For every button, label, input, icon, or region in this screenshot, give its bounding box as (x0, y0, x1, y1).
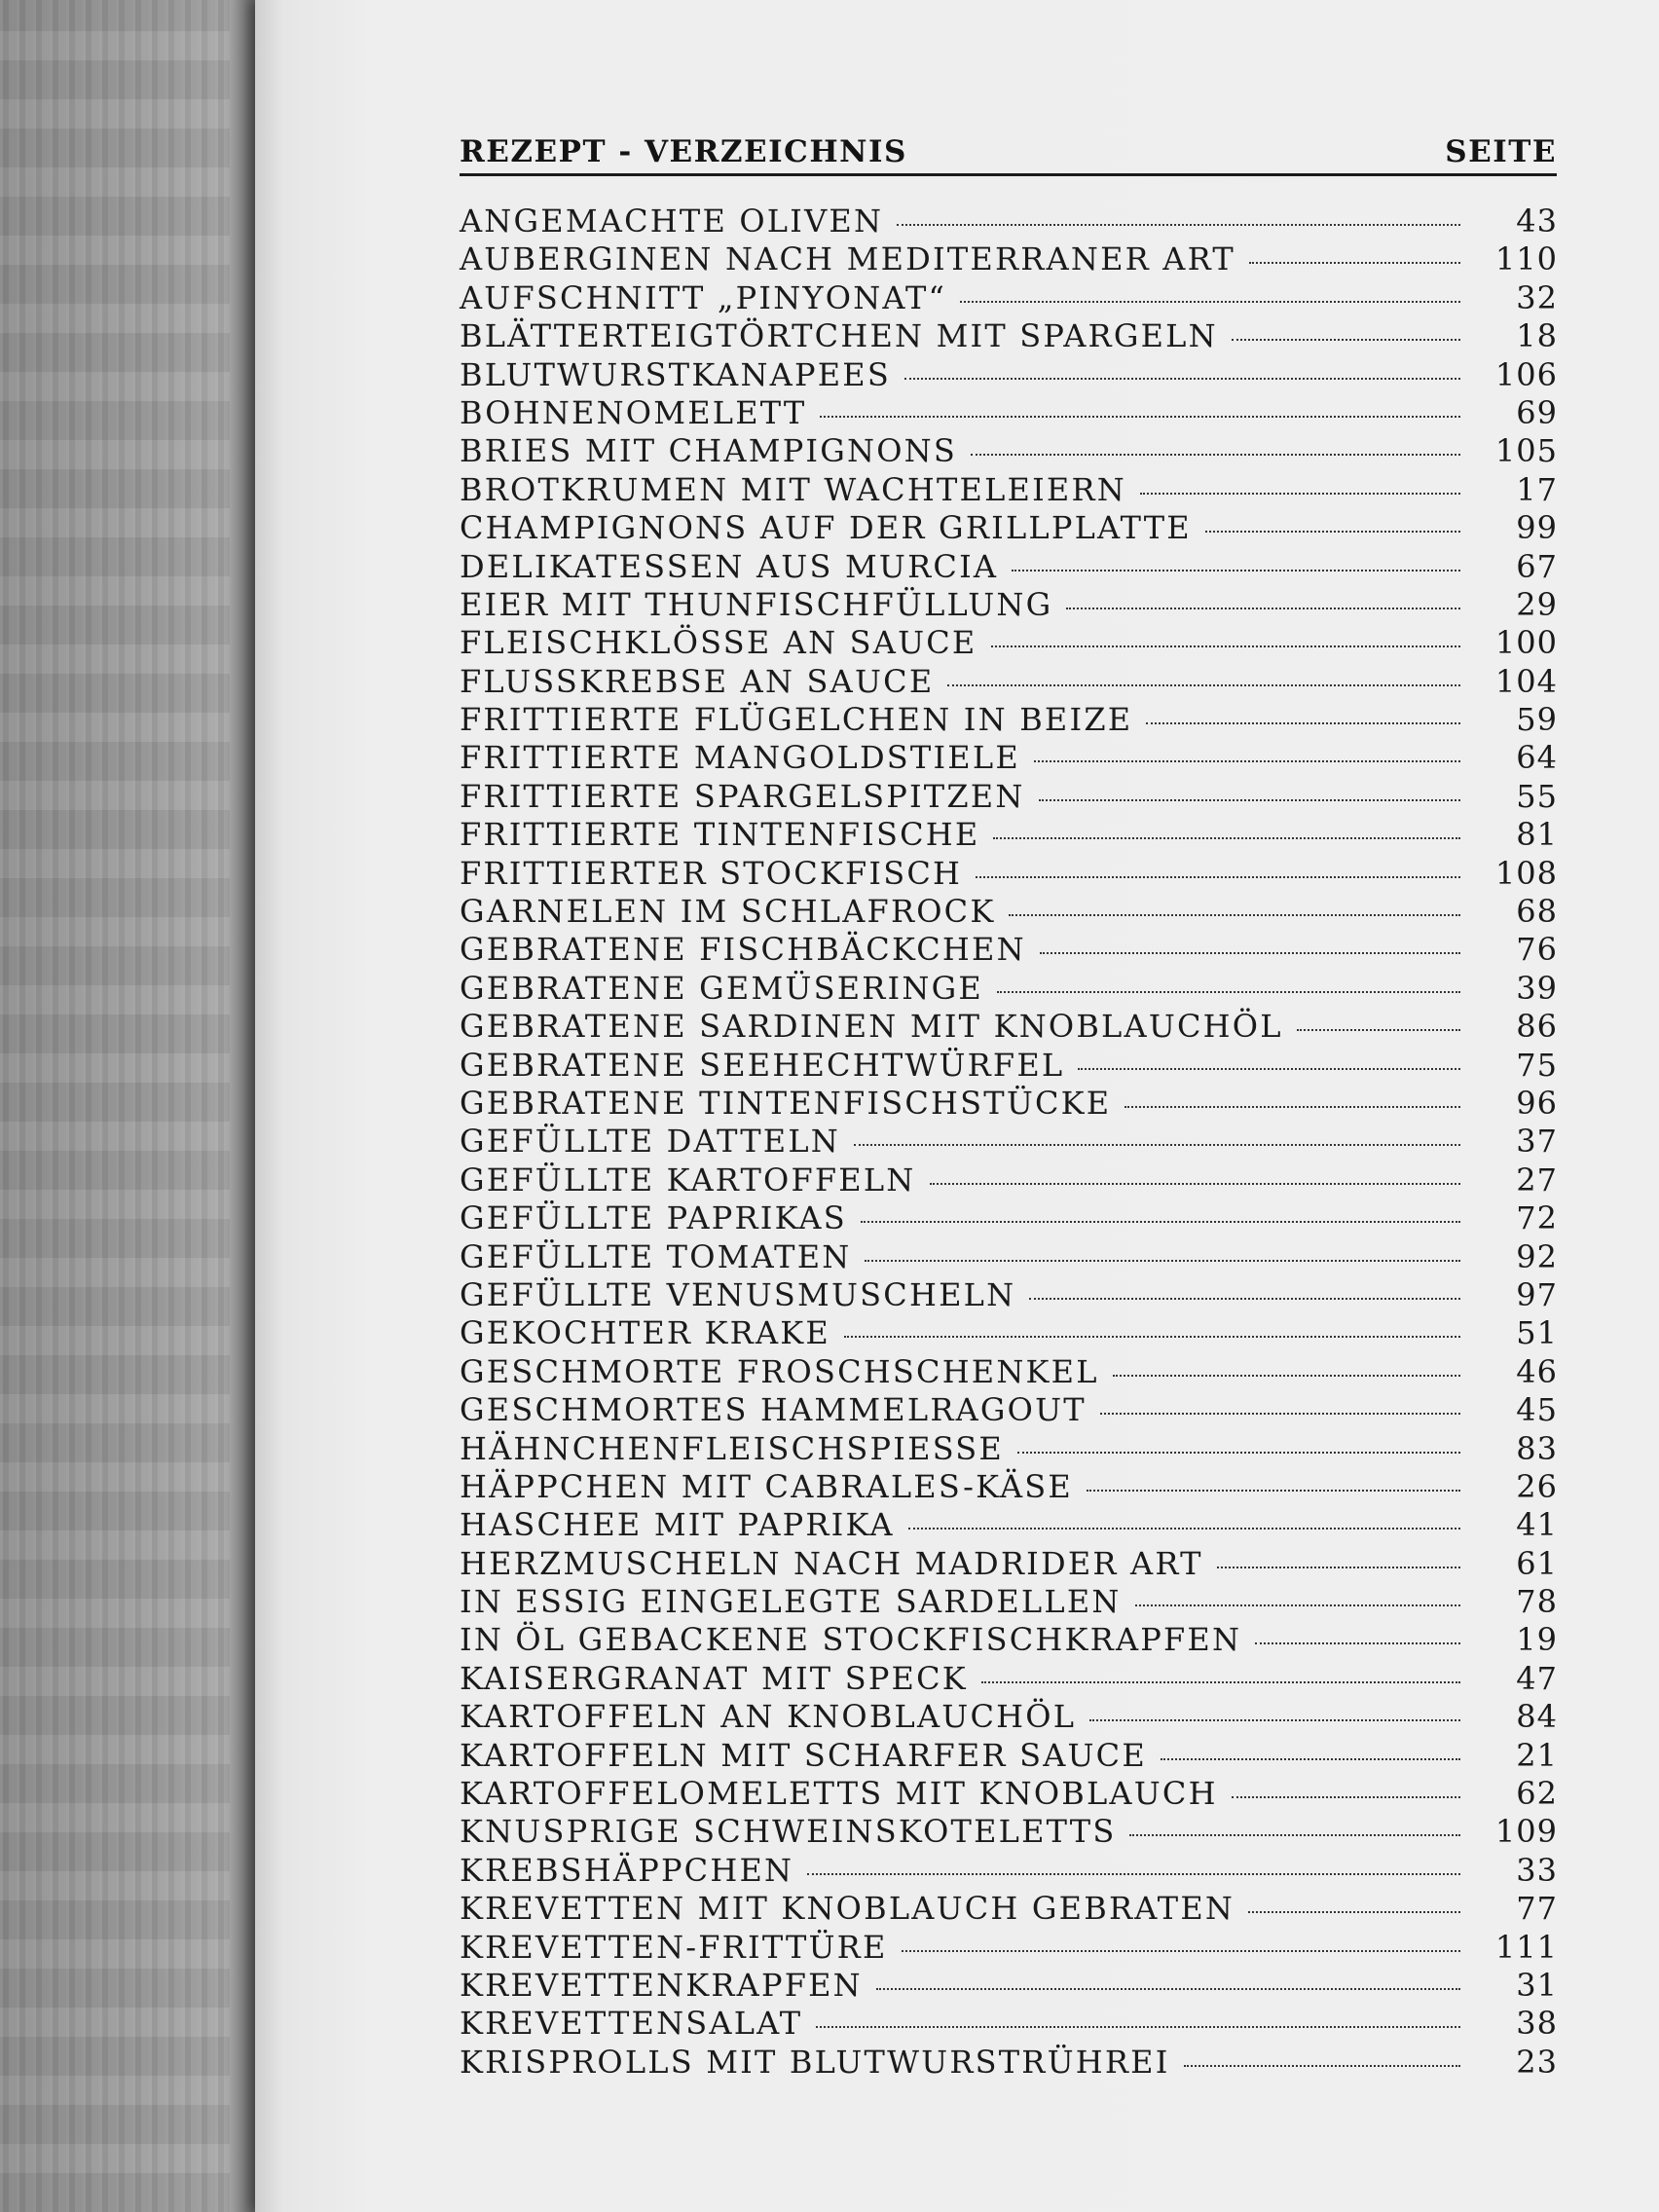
list-item (460, 394, 1558, 432)
page-number: 45 (1516, 1391, 1558, 1429)
page-number: 39 (1516, 969, 1558, 1007)
page-number: 108 (1494, 854, 1558, 892)
page-number: 41 (1516, 1506, 1558, 1544)
recipe-title: IN ÖL GEBACKENE STOCKFISCHKRAPFEN (460, 1621, 1242, 1659)
dot-leader (997, 991, 1460, 993)
page-number: 99 (1516, 509, 1558, 547)
dot-leader (1040, 952, 1460, 954)
recipe-title: FRITTIERTER STOCKFISCH (460, 854, 963, 892)
list-item (460, 893, 1558, 931)
dot-leader (1140, 493, 1460, 495)
list-item (460, 1583, 1558, 1621)
dot-leader (1034, 760, 1460, 762)
list-item (460, 2044, 1558, 2082)
list-item (460, 816, 1558, 854)
list-item (460, 1813, 1558, 1851)
page-number: 100 (1494, 624, 1558, 662)
list-item (460, 1314, 1558, 1352)
list-item (460, 1085, 1558, 1123)
page-number: 26 (1516, 1467, 1558, 1505)
page-number: 75 (1516, 1046, 1558, 1084)
dot-leader (1161, 1758, 1460, 1760)
dot-leader (1135, 1604, 1460, 1606)
dot-leader (861, 1221, 1460, 1223)
list-item (460, 855, 1558, 893)
recipe-title: FLEISCHKLÖSSE AN SAUCE (460, 624, 977, 662)
page-number: 96 (1516, 1084, 1558, 1122)
dot-leader (930, 1183, 1460, 1185)
dot-leader (960, 301, 1460, 303)
dot-leader (865, 1260, 1460, 1262)
dot-leader (993, 837, 1460, 839)
dot-leader (991, 645, 1461, 647)
dot-leader (897, 224, 1460, 226)
list-item (460, 1660, 1558, 1698)
list-item (460, 586, 1558, 624)
page-number: 83 (1516, 1429, 1558, 1467)
list-item (460, 1391, 1558, 1429)
page-number: 77 (1516, 1890, 1558, 1928)
page-number: 19 (1516, 1621, 1558, 1659)
page-number: 62 (1516, 1775, 1558, 1813)
recipe-title: FLUSSKREBSE AN SAUCE (460, 662, 935, 700)
list-item (460, 356, 1558, 394)
page-column-heading: SEITE (1445, 134, 1557, 169)
list-item (460, 1161, 1558, 1199)
recipe-title: KAISERGRANAT MIT SPECK (460, 1659, 968, 1697)
list-item (460, 1929, 1558, 1967)
recipe-title: GEFÜLLTE KARTOFFELN (460, 1161, 916, 1198)
dot-leader (854, 1144, 1460, 1146)
dot-leader (1012, 570, 1460, 571)
recipe-title: GEFÜLLTE VENUSMUSCHELN (460, 1275, 1016, 1313)
list-item (460, 432, 1558, 470)
list-item (460, 203, 1558, 240)
dot-leader (1255, 1642, 1460, 1644)
list-item (460, 1238, 1558, 1276)
dot-leader (1087, 1490, 1460, 1492)
recipe-title: KREVETTENSALAT (460, 2005, 803, 2043)
page-number: 69 (1516, 393, 1558, 431)
page-number: 81 (1516, 816, 1558, 854)
page-number: 106 (1494, 355, 1558, 393)
dot-leader (1039, 799, 1460, 801)
dot-leader (1217, 1567, 1460, 1568)
page-number: 43 (1516, 203, 1558, 240)
recipe-title: GEFÜLLTE TOMATEN (460, 1237, 852, 1275)
recipe-title: ANGEMACHTE OLIVEN (460, 203, 884, 240)
recipe-title: EIER MIT THUNFISCHFÜLLUNG (460, 585, 1053, 623)
page-number: 97 (1516, 1275, 1558, 1313)
page-number: 92 (1516, 1237, 1558, 1275)
list-item (460, 970, 1558, 1008)
dot-leader (908, 1528, 1460, 1530)
dot-leader (976, 876, 1460, 878)
dot-leader (1129, 1834, 1460, 1836)
dot-leader (1232, 339, 1460, 341)
page-number: 61 (1516, 1544, 1558, 1582)
recipe-title: FRITTIERTE FLÜGELCHEN IN BEIZE (460, 701, 1133, 739)
list-item (460, 1775, 1558, 1813)
recipe-title: HÄHNCHENFLEISCHSPIESSE (460, 1429, 1004, 1467)
recipe-title: KRISPROLLS MIT BLUTWURSTRÜHREI (460, 2043, 1170, 2081)
page-number: 64 (1516, 739, 1558, 777)
list-item (460, 1506, 1558, 1544)
recipe-title: KREVETTEN-FRITTÜRE (460, 1928, 888, 1966)
page-number: 104 (1494, 662, 1558, 700)
recipe-title: KREVETTENKRAPFEN (460, 1966, 863, 2004)
page-number: 33 (1516, 1851, 1558, 1889)
recipe-title: GEFÜLLTE PAPRIKAS (460, 1199, 847, 1237)
recipe-title: FRITTIERTE SPARGELSPITZEN (460, 777, 1025, 815)
page-number: 18 (1516, 317, 1558, 355)
list-item (460, 240, 1558, 278)
list-item (460, 2005, 1558, 2043)
dot-leader (1248, 1911, 1460, 1913)
page-number: 46 (1516, 1352, 1558, 1390)
page-number: 31 (1516, 1966, 1558, 2004)
list-item (460, 1047, 1558, 1085)
list-item (460, 471, 1558, 509)
list-item (460, 1430, 1558, 1468)
recipe-title: BLUTWURSTKANAPEES (460, 355, 891, 393)
recipe-title: GARNELEN IM SCHLAFROCK (460, 893, 996, 931)
list-item (460, 1353, 1558, 1391)
page-number: 38 (1516, 2005, 1558, 2043)
list-item (460, 317, 1558, 355)
background-surface (0, 0, 263, 2212)
page-number: 17 (1516, 470, 1558, 508)
list-item (460, 279, 1558, 317)
dot-leader (1113, 1375, 1460, 1377)
page-number: 59 (1516, 701, 1558, 739)
list-item (460, 778, 1558, 816)
page-number: 72 (1516, 1199, 1558, 1237)
page-number: 110 (1494, 240, 1558, 278)
recipe-title: BLÄTTERTEIGTÖRTCHEN MIT SPARGELN (460, 317, 1218, 355)
dot-leader (1089, 1719, 1460, 1721)
toc-heading: REZEPT - VERZEICHNIS (460, 134, 907, 169)
dot-leader (1146, 722, 1460, 724)
list-item (460, 1123, 1558, 1161)
page-number: 84 (1516, 1698, 1558, 1736)
dot-leader (1017, 1452, 1460, 1454)
page-number: 51 (1516, 1314, 1558, 1352)
list-item (460, 1890, 1558, 1928)
recipe-title: KARTOFFELOMELETTS MIT KNOBLAUCH (460, 1775, 1218, 1813)
dot-leader (844, 1336, 1460, 1338)
recipe-title: KNUSPRIGE SCHWEINSKOTELETTS (460, 1813, 1117, 1851)
dot-leader (807, 1873, 1460, 1875)
dot-leader (1232, 1796, 1460, 1798)
page-number: 37 (1516, 1123, 1558, 1161)
recipe-title: GEBRATENE SARDINEN MIT KNOBLAUCHÖL (460, 1008, 1283, 1046)
list-item (460, 509, 1558, 547)
list-item (460, 1621, 1558, 1659)
list-item (460, 1199, 1558, 1237)
dot-leader (1100, 1413, 1460, 1415)
recipe-title: HASCHEE MIT PAPRIKA (460, 1506, 895, 1544)
page-number: 68 (1516, 893, 1558, 931)
list-item (460, 931, 1558, 969)
toc-header (460, 125, 1557, 176)
recipe-title: GEKOCHTER KRAKE (460, 1314, 830, 1352)
dot-leader (1205, 531, 1460, 533)
list-item (460, 548, 1558, 586)
page-number: 23 (1516, 2043, 1558, 2081)
dot-leader (820, 416, 1460, 418)
page-number: 86 (1516, 1008, 1558, 1046)
recipe-title: FRITTIERTE MANGOLDSTIELE (460, 739, 1020, 777)
page-number: 111 (1494, 1928, 1558, 1966)
list-item (460, 1852, 1558, 1890)
page-number: 78 (1516, 1583, 1558, 1621)
dot-leader (947, 684, 1460, 686)
recipe-title: GESCHMORTE FROSCHSCHENKEL (460, 1352, 1099, 1390)
dot-leader (902, 1950, 1460, 1952)
dot-leader (1009, 914, 1460, 916)
page-number: 109 (1494, 1813, 1558, 1851)
list-item (460, 1967, 1558, 2005)
recipe-title: BOHNENOMELETT (460, 393, 807, 431)
recipe-title: HÄPPCHEN MIT CABRALES-KÄSE (460, 1467, 1073, 1505)
dot-leader (981, 1681, 1460, 1683)
recipe-title: GEBRATENE SEEHECHTWÜRFEL (460, 1046, 1065, 1084)
dot-leader (1184, 2065, 1460, 2067)
dot-leader (1066, 608, 1460, 609)
dot-leader (971, 454, 1460, 456)
recipe-title: GEFÜLLTE DATTELN (460, 1123, 840, 1161)
recipe-index-list (460, 203, 1558, 2082)
page-number: 27 (1516, 1161, 1558, 1198)
recipe-title: KREBSHÄPPCHEN (460, 1851, 794, 1889)
dot-leader (1078, 1068, 1460, 1070)
dot-leader (1124, 1106, 1460, 1108)
list-item (460, 1545, 1558, 1583)
list-item (460, 1276, 1558, 1314)
list-item (460, 739, 1558, 777)
page-number: 55 (1516, 777, 1558, 815)
list-item (460, 663, 1558, 701)
recipe-title: BROTKRUMEN MIT WACHTELEIERN (460, 470, 1126, 508)
recipe-title: GESCHMORTES HAMMELRAGOUT (460, 1391, 1087, 1429)
list-item (460, 1008, 1558, 1046)
page-number: 76 (1516, 931, 1558, 969)
page-number: 105 (1494, 432, 1558, 470)
page-number: 47 (1516, 1659, 1558, 1697)
recipe-title: AUBERGINEN NACH MEDITERRANER ART (460, 240, 1235, 278)
list-item (460, 624, 1558, 662)
page-number: 32 (1516, 278, 1558, 316)
recipe-title: FRITTIERTE TINTENFISCHE (460, 816, 980, 854)
recipe-title: CHAMPIGNONS AUF DER GRILLPLATTE (460, 509, 1192, 547)
list-item (460, 701, 1558, 739)
dot-leader (876, 1988, 1460, 1990)
page-number: 29 (1516, 585, 1558, 623)
dot-leader (904, 378, 1460, 380)
recipe-title: GEBRATENE TINTENFISCHSTÜCKE (460, 1084, 1112, 1122)
list-item (460, 1698, 1558, 1736)
recipe-title: AUFSCHNITT „PINYONAT“ (460, 278, 947, 316)
recipe-title: DELIKATESSEN AUS MURCIA (460, 547, 999, 585)
recipe-title: IN ESSIG EINGELEGTE SARDELLEN (460, 1583, 1122, 1621)
recipe-title: KREVETTEN MIT KNOBLAUCH GEBRATEN (460, 1890, 1235, 1928)
list-item (460, 1737, 1558, 1775)
page-number: 67 (1516, 547, 1558, 585)
dot-leader (816, 2026, 1460, 2028)
recipe-title: BRIES MIT CHAMPIGNONS (460, 432, 957, 470)
dot-leader (1029, 1298, 1460, 1300)
dot-leader (1297, 1029, 1460, 1031)
list-item (460, 1468, 1558, 1506)
recipe-title: HERZMUSCHELN NACH MADRIDER ART (460, 1544, 1203, 1582)
recipe-title: KARTOFFELN MIT SCHARFER SAUCE (460, 1736, 1147, 1774)
recipe-title: KARTOFFELN AN KNOBLAUCHÖL (460, 1698, 1077, 1736)
page-number: 21 (1516, 1736, 1558, 1774)
recipe-title: GEBRATENE GEMÜSERINGE (460, 969, 983, 1007)
dot-leader (1249, 262, 1460, 264)
recipe-title: GEBRATENE FISCHBÄCKCHEN (460, 931, 1026, 969)
